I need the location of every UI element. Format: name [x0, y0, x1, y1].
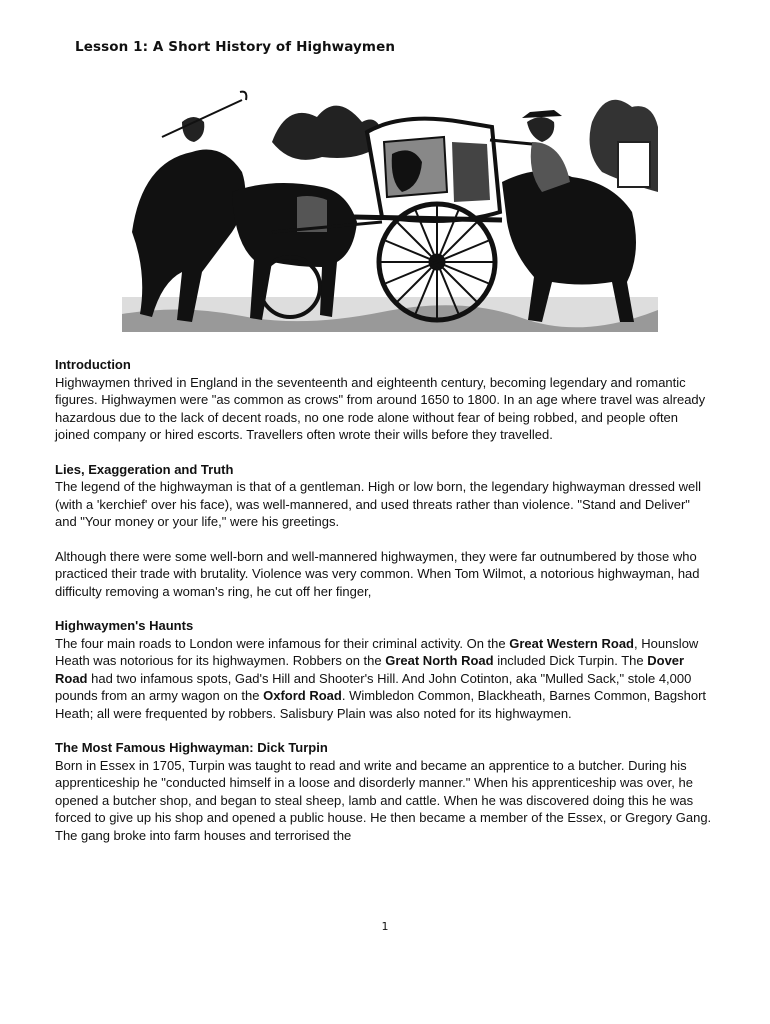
page-number: 1	[381, 920, 389, 933]
introduction-paragraph: Highwaymen thrived in England in the seventeenth and eighteenth century, becoming legendary and romantic figures. Highwaymen were "as common as crows" from around 1650 to 1800. In an age where travel was already hazardous due to the lack of decent roads, no one rode alone without fear of being robbed, and people often joined company or hired escorts. Travellers often wrote their wills before they travelled.	[55, 374, 706, 442]
lies-paragraph-1: The legend of the highwayman is that of a gentleman. High or low born, the legendary highwayman dressed well (with a 'kerchief' over his face), was well-mannered, and used threats rather than violence. "Stand and Deliver" and "Your money or your life," were his greetings.	[55, 479, 702, 529]
haunts-text: . Wimbledon Common, Blackheath, Barnes Common, Bagshort Heath; all were frequented by robbers. Salisbury Plain was also noted for its highwaymen.	[55, 688, 707, 721]
highwaymen-illustration-icon	[122, 82, 658, 332]
section-heading-dick-turpin: The Most Famous Highwayman: Dick Turpin	[55, 740, 328, 755]
haunts-text: included Dick Turpin. The	[493, 653, 648, 668]
haunts-paragraph	[55, 635, 715, 723]
road-name-great-north: Great North Road	[385, 653, 494, 668]
section-heading-haunts: Highwaymen's Haunts	[55, 618, 194, 633]
road-name-dover: Dover Road	[55, 653, 685, 686]
haunts-text: had two infamous spots, Gad's Hill and Shooter's Hill. And John Cotinton, aka "Mulled Sack," stole 4,000 pounds from an army wagon on the	[55, 670, 692, 703]
document-body	[55, 356, 715, 861]
road-name-great-western: Great Western Road	[509, 635, 634, 651]
lies-paragraph-2: Although there were some well-born and well-mannered highwaymen, they were far outnumbered by those who practiced their trade with brutality. Violence was very common. When Tom Wilmot, a notorious highwayman, had difficulty removing a woman's ring, he cut off her finger,	[55, 548, 700, 599]
haunts-text: , Hounslow Heath was notorious for its highwaymen. Robbers on the	[55, 635, 699, 668]
haunts-text: The four main roads to London were infamous for their criminal activity. On the	[55, 635, 510, 651]
turpin-paragraph: Born in Essex in 1705, Turpin was taught to read and write and became an apprentice to a butcher. During his apprenticeship he "conducted himself in a loose and disorderly manner." When his apprenticeship was over, he opened a butcher shop, and began to steal sheep, lamb and cattle. When he was discovered doing this he was forced to give up his shop and opened a public house. He then became a member of the Essex, or Gregory Gang. The gang broke into farm houses and terrorised the	[55, 757, 712, 843]
section-heading-lies: Lies, Exaggeration and Truth	[55, 461, 234, 477]
section-heading-introduction: Introduction	[55, 357, 131, 372]
page-title: Lesson 1: A Short History of Highwaymen	[75, 39, 396, 55]
road-name-oxford: Oxford Road	[263, 688, 342, 703]
